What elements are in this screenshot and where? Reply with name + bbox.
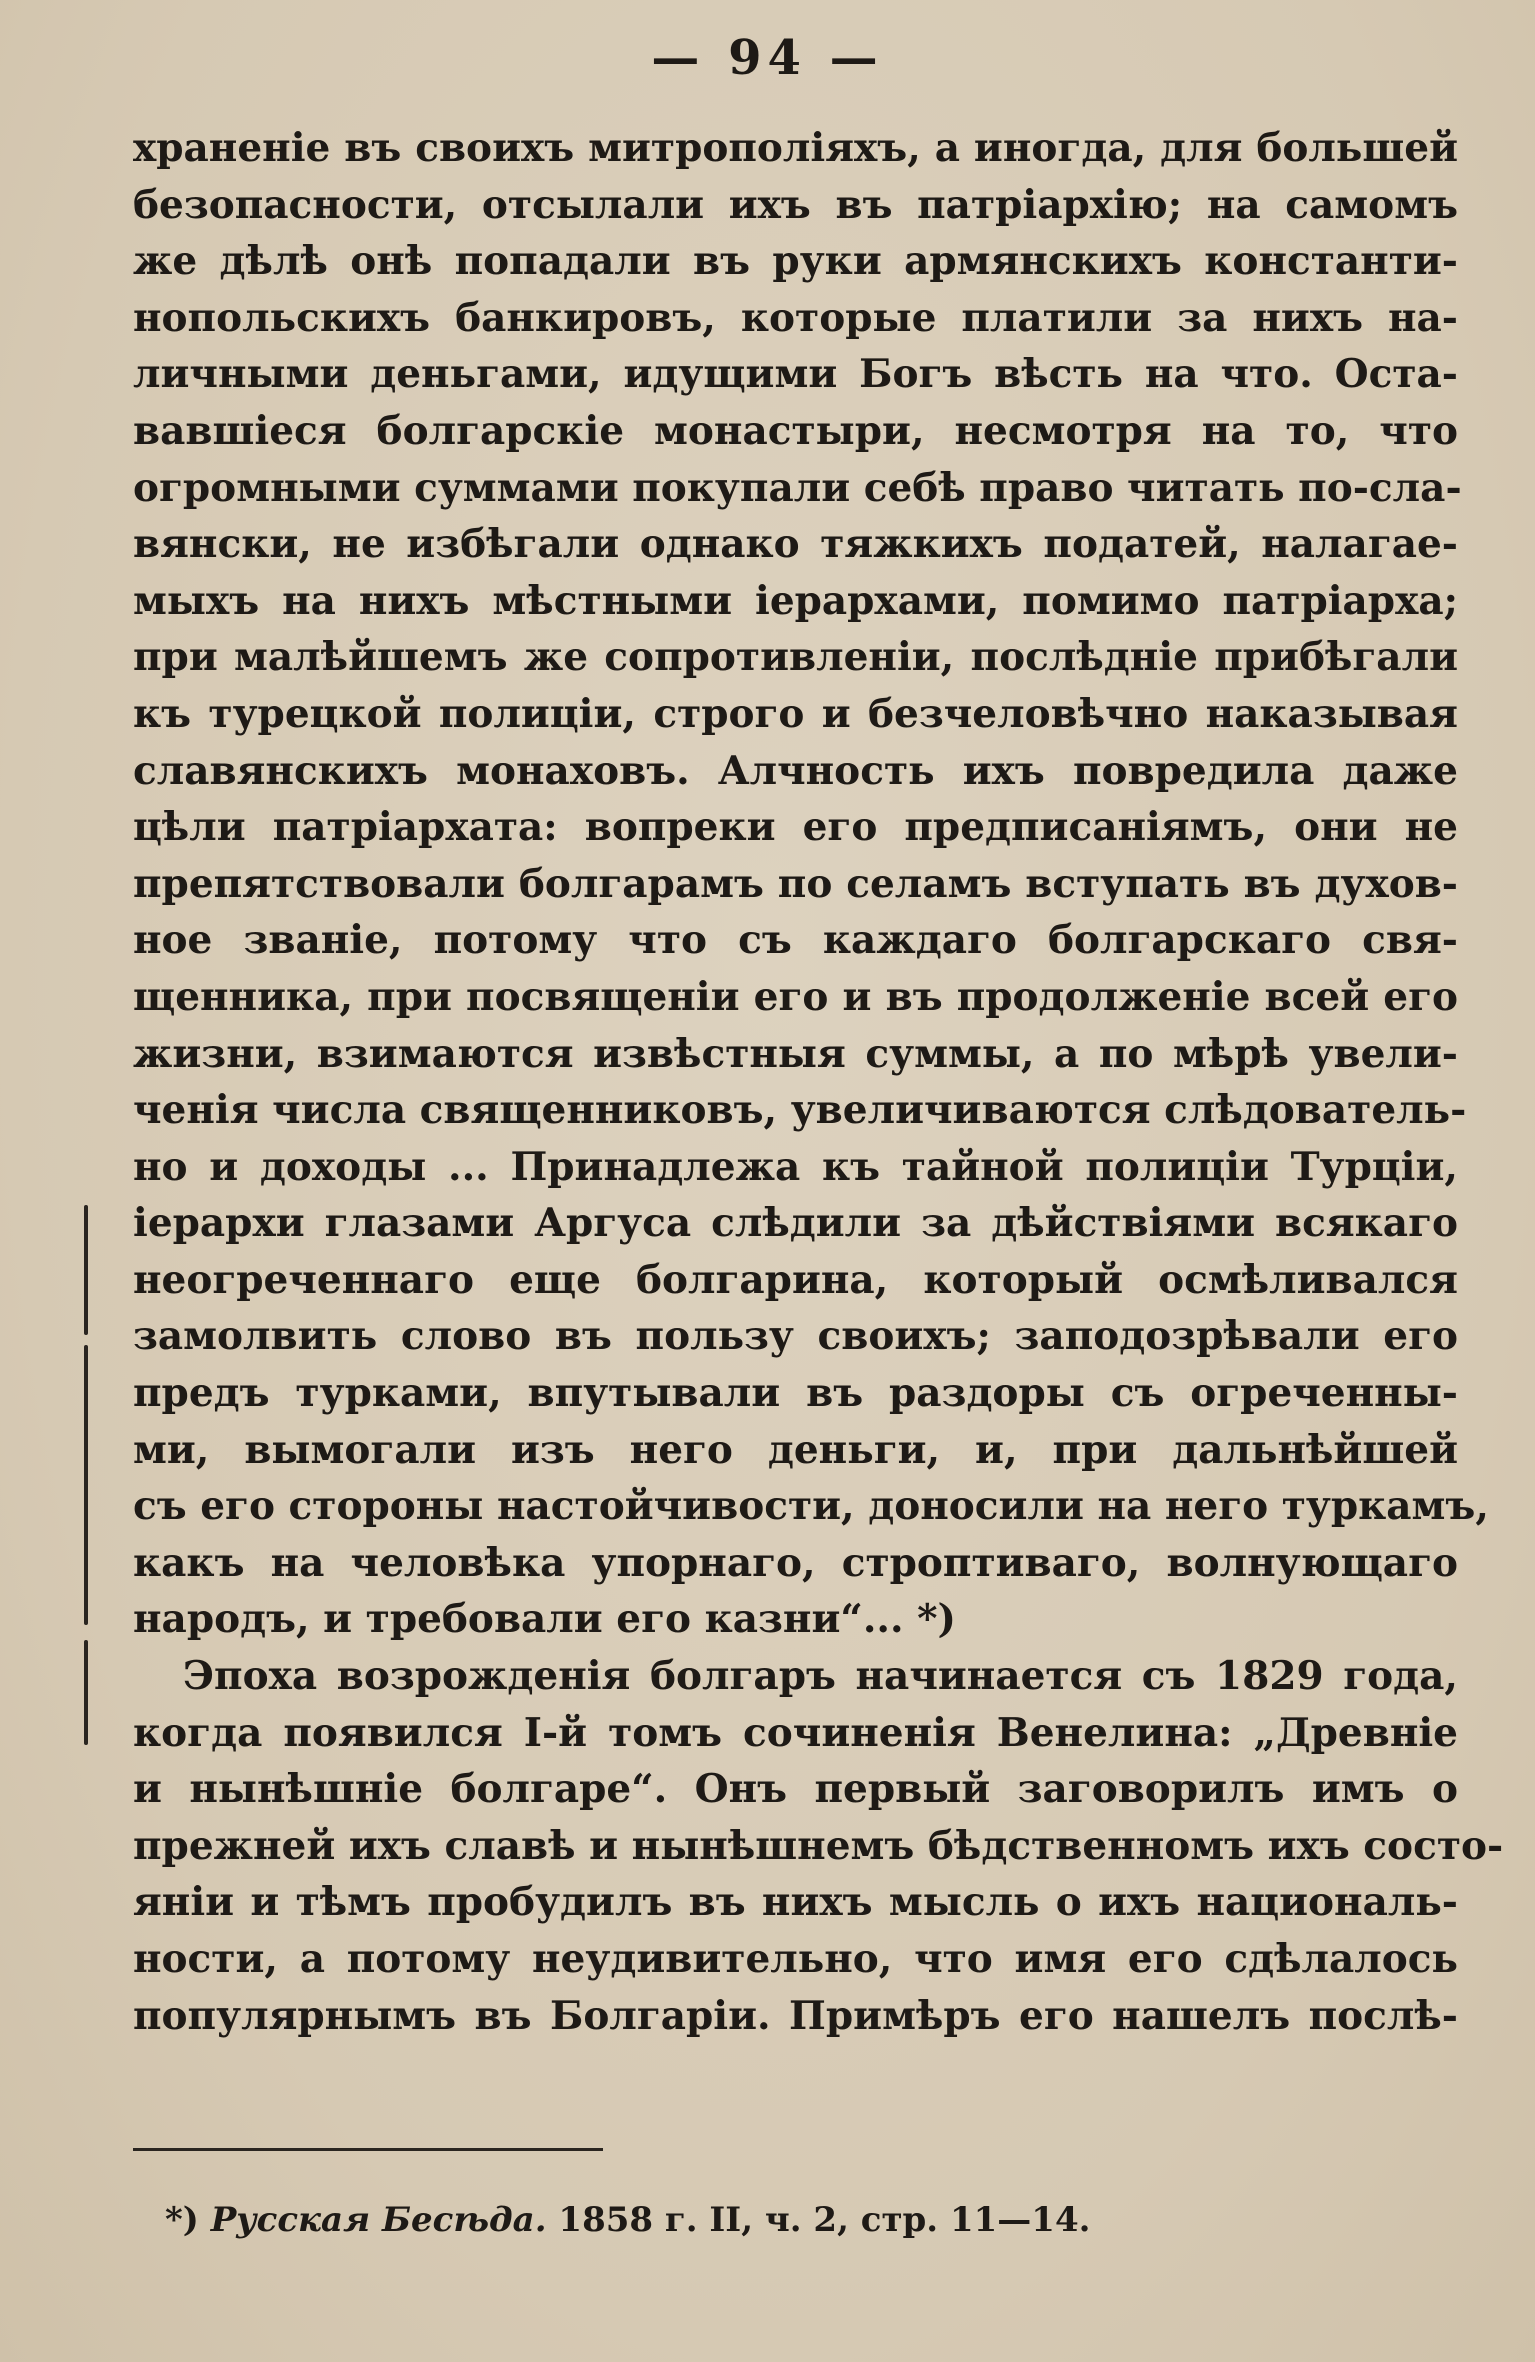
text-line: цѣли патріархата: вопреки его предписаніямъ, они не (133, 804, 1458, 851)
text-line: безопасности, отсылали ихъ въ патріархію; на самомъ (133, 181, 1458, 228)
text-line: но и доходы ... Принадлежа къ тайной полиціи Турціи, (133, 1143, 1458, 1190)
text-line: вавшіеся болгарскіе монастыри, несмотря на то, что (133, 407, 1458, 454)
footnote-divider (133, 2148, 603, 2151)
text-line: іерархи глазами Аргуса слѣдили за дѣйствіями всякаго (133, 1200, 1458, 1247)
margin-pencil-mark (84, 1345, 88, 1625)
text-line: ми, вымогали изъ него деньги, и, при дальнѣйшей (133, 1426, 1458, 1473)
margin-pencil-mark (84, 1640, 88, 1745)
paragraph-start-line: Эпоха возрожденія болгаръ начинается съ 1829 года, (183, 1653, 1458, 1700)
text-line: какъ на человѣка упорнаго, строптиваго, волнующаго (133, 1539, 1458, 1586)
footnote-details: 1858 г. II, ч. 2, стр. 11—14. (558, 2200, 1091, 2240)
text-line: нопольскихъ банкировъ, которые платили за нихъ на- (133, 294, 1458, 341)
text-line: щенника, при посвященіи его и въ продолженіе всей его (133, 973, 1458, 1020)
page-number: — 94 — (651, 30, 884, 86)
text-line: при малѣйшемъ же сопротивленіи, послѣдніе прибѣгали (133, 634, 1458, 681)
footnote-source: Русская Бесѣда. (210, 2200, 547, 2240)
paragraph-end-line: народъ, и требовали его казни“... *) (133, 1596, 956, 1643)
text-line: огромными суммами покупали себѣ право читать по-сла- (133, 464, 1462, 511)
text-line: популярнымъ въ Болгаріи. Примѣръ его нашелъ послѣ- (133, 1992, 1458, 2039)
text-line: прежней ихъ славѣ и нынѣшнемъ бѣдственномъ ихъ состо- (133, 1822, 1504, 1869)
text-line: неогреченнаго еще болгарина, который осмѣливался (133, 1256, 1458, 1303)
text-line: вянски, не избѣгали однако тяжкихъ податей, налагае- (133, 521, 1458, 568)
text-line: предъ турками, впутывали въ раздоры съ огреченны- (133, 1370, 1458, 1417)
body-text (133, 120, 1504, 2044)
text-line: мыхъ на нихъ мѣстными іерархами, помимо патріарха; (133, 577, 1458, 624)
text-line: ное званіе, потому что съ каждаго болгарскаго свя- (133, 917, 1458, 964)
footnote-marker: *) (165, 2200, 199, 2240)
footnote (165, 2200, 1090, 2240)
text-line: же дѣлѣ онѣ попадали въ руки армянскихъ константи- (133, 238, 1458, 285)
text-line: яніи и тѣмъ пробудилъ въ нихъ мысль о ихъ националь- (133, 1879, 1458, 1926)
margin-pencil-mark (84, 1205, 88, 1335)
text-line: къ турецкой полиціи, строго и безчеловѣчно наказывая (133, 690, 1458, 737)
text-line: славянскихъ монаховъ. Алчность ихъ повредила даже (133, 747, 1458, 794)
text-line: храненіе въ своихъ митрополіяхъ, а иногда, для большей (133, 125, 1458, 171)
text-line: жизни, взимаются извѣстныя суммы, а по мѣрѣ увели- (133, 1030, 1458, 1077)
text-line: когда появился І-й томъ сочиненія Венелина: „Древніе (133, 1709, 1458, 1756)
text-line: и нынѣшніе болгаре“. Онъ первый заговорилъ имъ о (133, 1766, 1458, 1813)
text-line: ности, а потому неудивительно, что имя его сдѣлалось (133, 1936, 1458, 1982)
text-line: съ его стороны настойчивости, доносили на него туркамъ, (133, 1483, 1489, 1530)
text-line: личными деньгами, идущими Богъ вѣсть на что. Оста- (133, 351, 1458, 398)
text-line: ченія числа священниковъ, увеличиваются слѣдователь- (133, 1087, 1467, 1134)
text-line: замолвить слово въ пользу своихъ; заподозрѣвали его (133, 1313, 1458, 1360)
text-line: препятствовали болгарамъ по селамъ вступать въ духов- (133, 860, 1458, 907)
